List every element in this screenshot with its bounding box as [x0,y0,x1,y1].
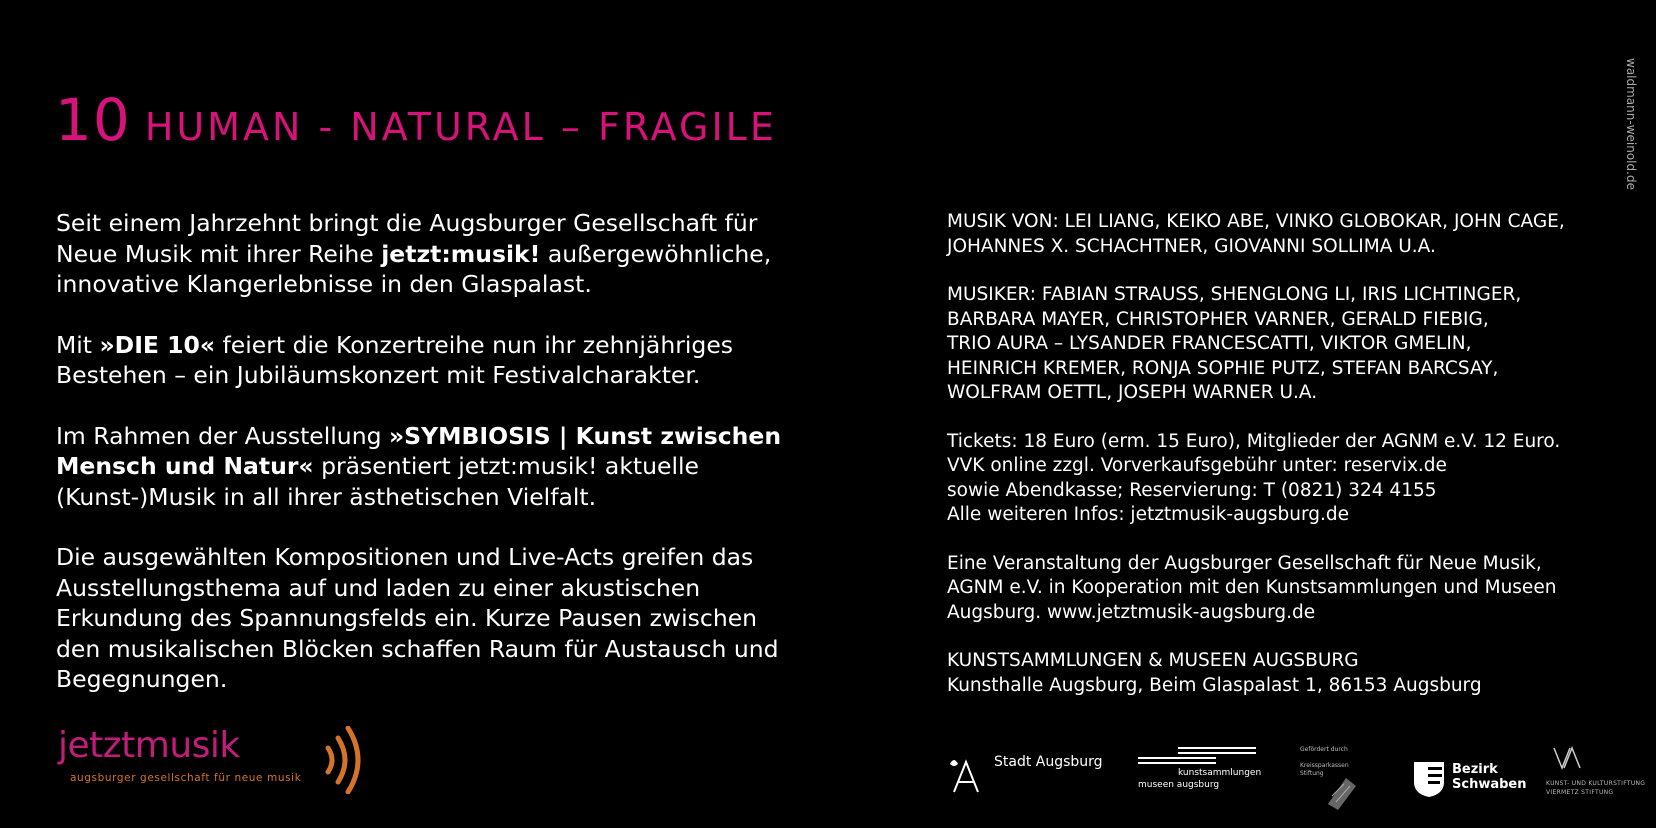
concert-name: »DIE 10« [99,330,216,359]
exhibition-name: »SYMBIOSIS | Kunst zwischen Mensch und Natur« [56,421,782,480]
tickets-block: Tickets: 18 Euro (erm. 15 Euro), Mitglieder der AGNM e.V. 12 Euro. VVK online zzgl. Vorverkaufsgebühr unter: reservix.de sowie Abendkasse; Reservierung: T (0821) 324 4155 Alle weiteren Infos: jetztmusik-augsburg.de [947,430,1561,525]
bezirk-schwaben-logo: Bezirk Schwaben [1412,760,1522,800]
event-number: 10 [55,86,131,154]
details-text [947,210,1597,722]
jetztmusik-logo [58,724,328,794]
organizer-block: Eine Veranstaltung der Augsburger Gesellschaft für Neue Musik, AGNM e.V. in Kooperation mit den Kunstsammlungen und Museen Augsburg. www.jetztmusik-augsburg.de [947,552,1557,623]
logo-tagline: augsburger gesellschaft für neue musik [70,772,302,784]
side-credit: waldmann-weinold.de [1624,58,1638,190]
stiftung-emblem-icon [1298,746,1368,810]
intro-paragraph-2: Mit »DIE 10« feiert die Konzertreihe nun ihr zehnjähriges Bestehen – ein Jubiläumskonzert mit Festivalcharakter. [56,330,734,389]
event-title [55,86,777,154]
musicians-block: MUSIKER: FABIAN STRAUSS, SHENGLONG LI, IRIS LICHTINGER, BARBARA MAYER, CHRISTOPHER VARNER, GERALD FIEBIG, TRIO AURA – LYSANDER FRANCESCATTI, VIKTOR GMELIN, HEINRICH KREMER, RONJA SOPHIE PUTZ, STEFAN BARCSAY, WOLFRAM OETTL, JOSEPH WARNER U.A. [947,284,1522,403]
kunstsammlungen-logo: kunstsammlungen museen augsburg [1138,746,1262,790]
logo-wordmark: jetztmusik [58,725,240,766]
sound-waves-icon [320,726,380,794]
viermetz-stiftung-logo: KUNST- UND KULTURSTIFTUNG VIERMETZ STIFTUNG [1544,742,1626,802]
event-title-text: HUMAN - NATURAL – FRAGILE [144,105,777,149]
kunst-bars-icon [1138,746,1262,768]
viermetz-emblem-icon [1544,742,1584,776]
composers-block: MUSIK VON: LEI LIANG, KEIKO ABE, VINKO GLOBOKAR, JOHN CAGE, JOHANNES X. SCHACHTNER, GIOVANNI SOLLIMA U.A. [947,211,1565,257]
intro-paragraph-4: Die ausgewählten Kompositionen und Live-Acts greifen das Ausstellungsthema auf und laden zu einer akustischen Erkundung des Spannungsfelds ein. Kurze Pausen zwischen den musikalischen Blöcken schaffen Raum für Austausch und Begegnungen. [56,543,779,693]
stadt-augsburg-logo: Stadt Augsburg [946,750,1106,794]
series-name: jetzt:musik! [381,239,541,268]
bezirk-shield-icon [1412,760,1446,798]
intro-paragraph-3: Im Rahmen der Ausstellung »SYMBIOSIS | Kunst zwischen Mensch und Natur« präsentiert jetzt:musik! aktuelle (Kunst-)Musik in all ihrer ästhetischen Vielfalt. [56,421,782,511]
venue-block: KUNSTSAMMLUNGEN & MUSEEN AUGSBURG Kunsthalle Augsburg, Beim Glaspalast 1, 86153 Augsburg [947,650,1482,696]
intro-paragraph-1: Seit einem Jahrzehnt bringt die Augsburger Gesellschaft für Neue Musik mit ihrer Reihe jetzt:musik! außergewöhnliche, innovative Klangerlebnisse in den Glaspalast. [56,209,772,298]
stiftung-logo: Gefördert durch Kreissparkassen Stiftung [1298,746,1368,810]
stadt-emblem-icon [946,750,990,794]
intro-text [56,208,796,725]
